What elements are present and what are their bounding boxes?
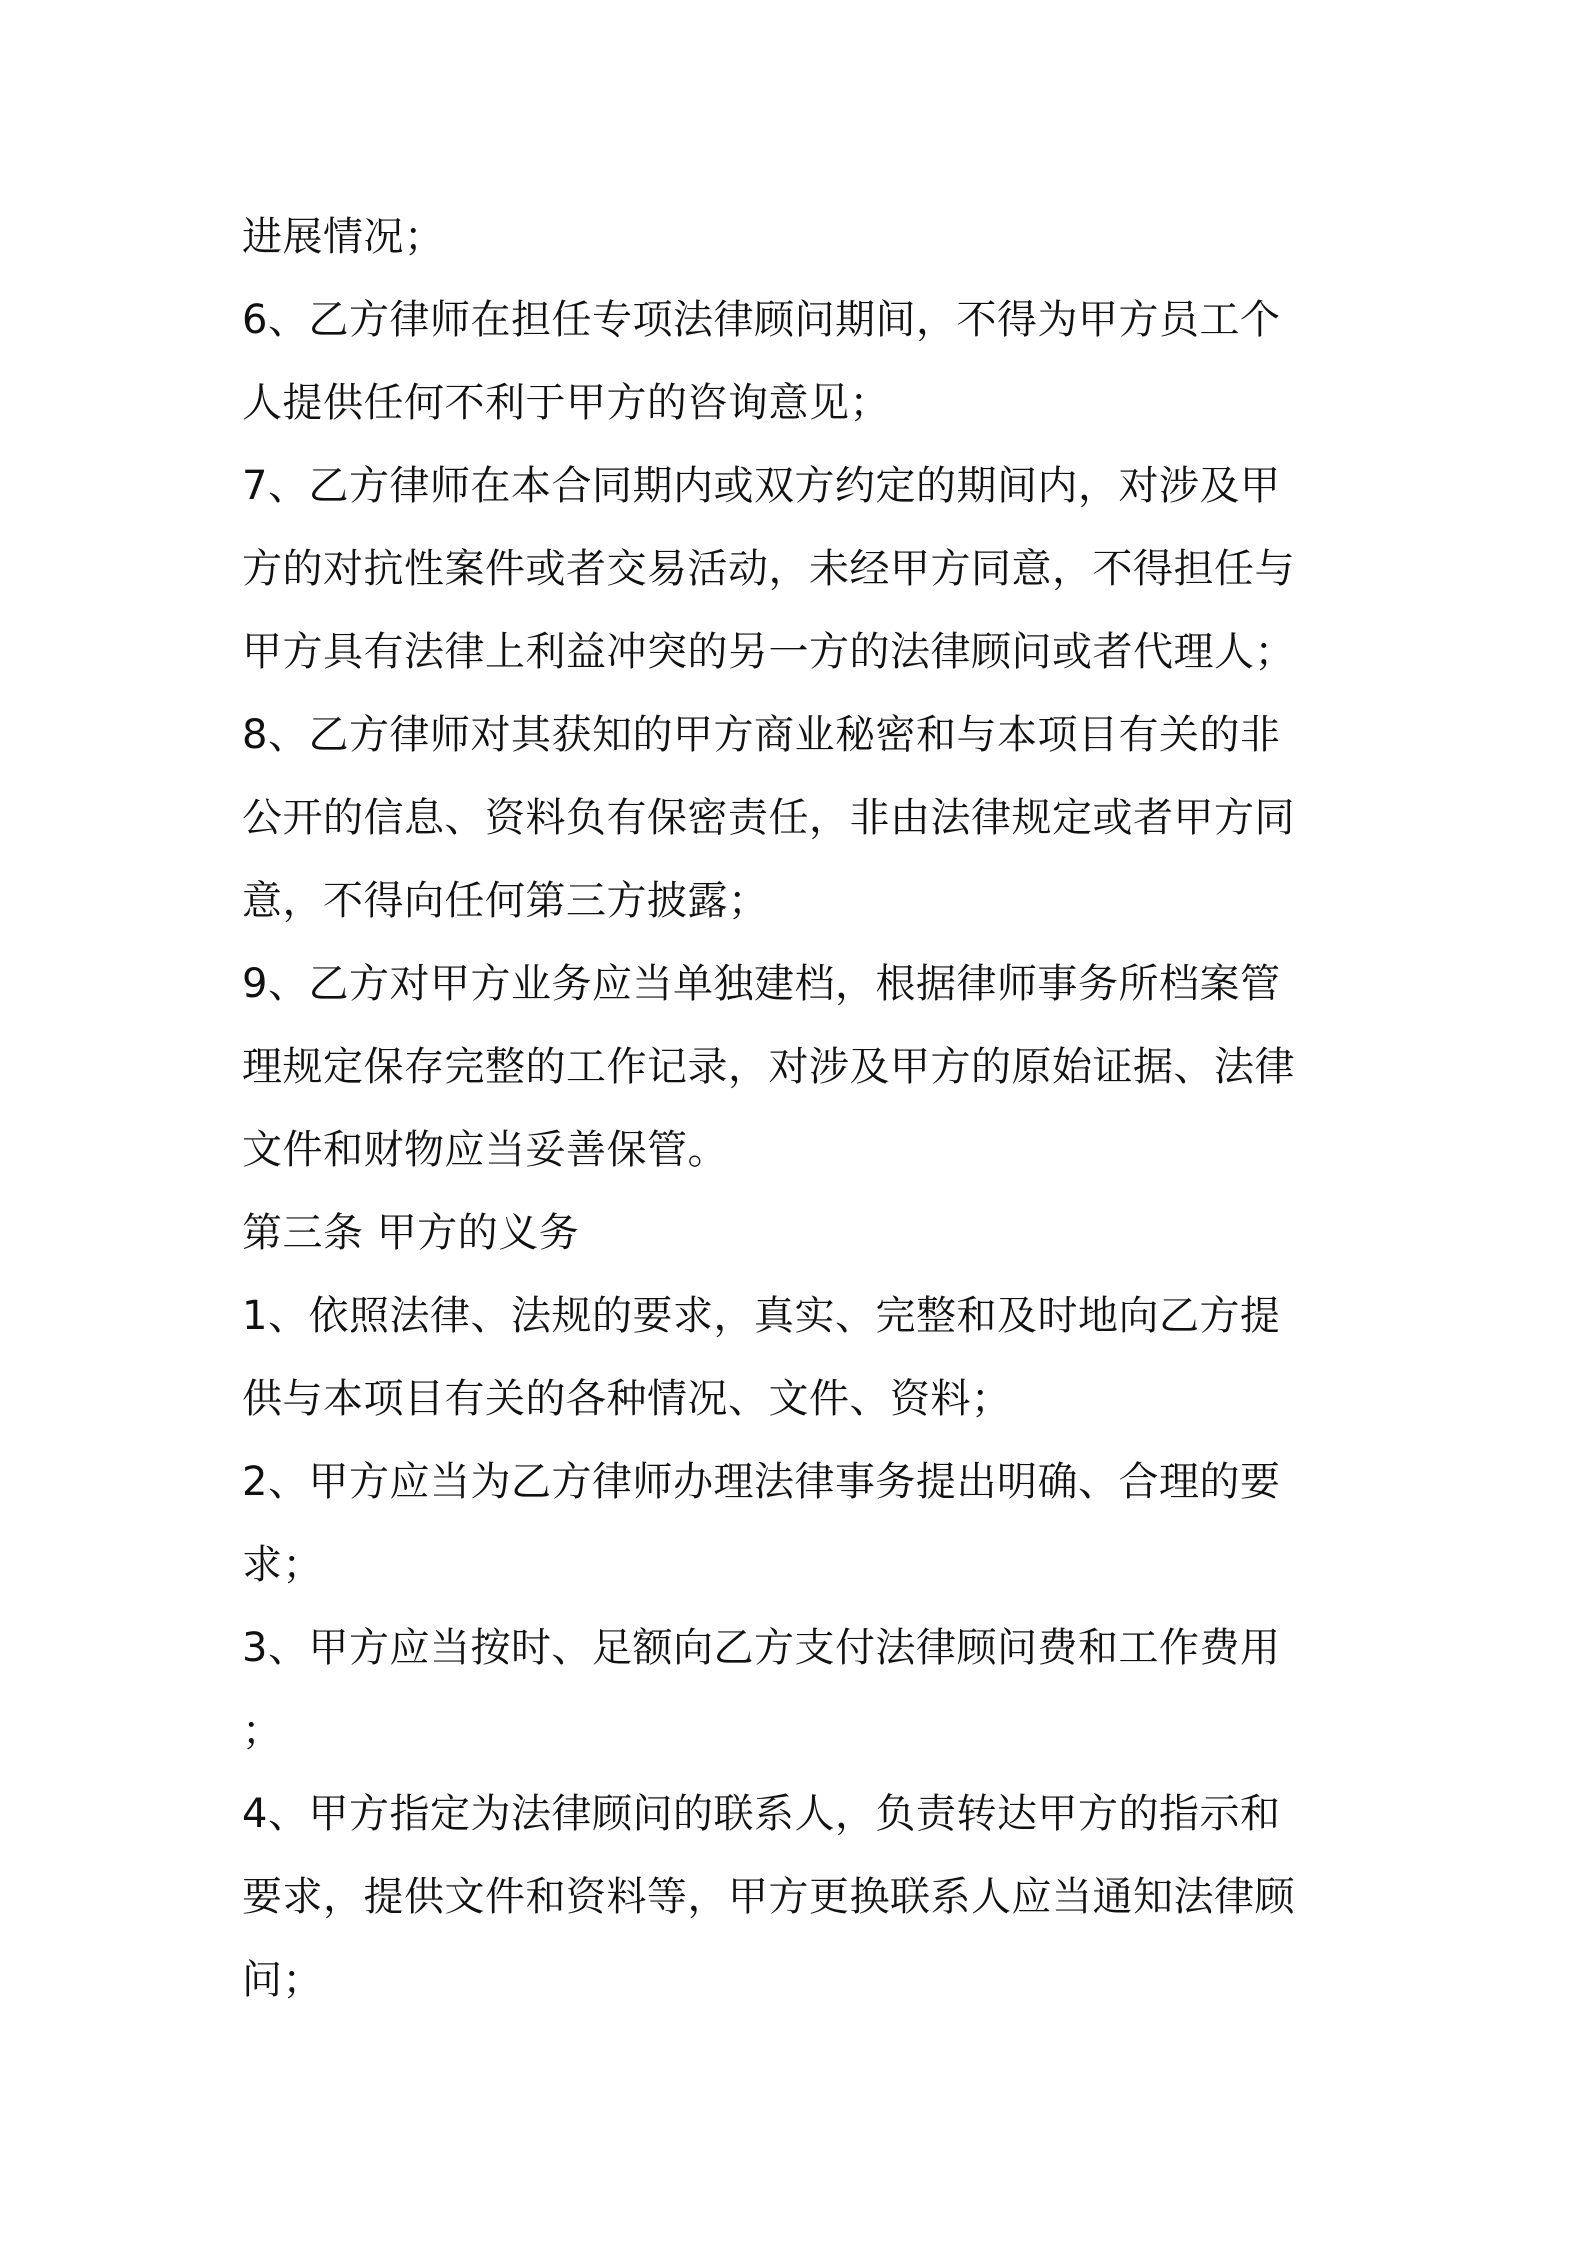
text-line: 求； (242, 1542, 323, 1588)
text-line: 意，不得向任何第三方披露； (242, 878, 769, 924)
text-line: 9、乙方对甲方业务应当单独建档，根据律师事务所档案管 (242, 961, 1281, 1007)
text-line: 进展情况； (242, 214, 445, 260)
text-line: 要求，提供文件和资料等，甲方更换联系人应当通知法律顾 (242, 1874, 1295, 1920)
text-line: ； (242, 1708, 283, 1754)
text-line: 方的对抗性案件或者交易活动，未经甲方同意，不得担任与 (242, 546, 1295, 592)
text-line: 6、乙方律师在担任专项法律顾问期间，不得为甲方员工个 (242, 297, 1281, 343)
text-line: 问； (242, 1957, 323, 2003)
document-body (242, 196, 1362, 2022)
text-line: 甲方具有法律上利益冲突的另一方的法律顾问或者代理人； (242, 629, 1295, 675)
text-line: 7、乙方律师在本合同期内或双方约定的期间内，对涉及甲 (242, 463, 1281, 509)
text-line: 2、甲方应当为乙方律师办理法律事务提出明确、合理的要 (242, 1459, 1281, 1505)
text-line: 文件和财物应当妥善保管。 (242, 1127, 728, 1173)
text-line: 供与本项目有关的各种情况、文件、资料； (242, 1376, 1012, 1422)
text-line: 3、甲方应当按时、足额向乙方支付法律顾问费和工作费用 (242, 1625, 1281, 1671)
text-line: 1、依照法律、法规的要求，真实、完整和及时地向乙方提 (242, 1293, 1281, 1339)
text-line: 8、乙方律师对其获知的甲方商业秘密和与本项目有关的非 (242, 712, 1281, 758)
text-line: 公开的信息、资料负有保密责任，非由法律规定或者甲方同 (242, 795, 1295, 841)
text-line: 理规定保存完整的工作记录，对涉及甲方的原始证据、法律 (242, 1044, 1295, 1090)
section-heading: 第三条 甲方的义务 (242, 1210, 580, 1256)
text-line: 人提供任何不利于甲方的咨询意见； (242, 380, 890, 426)
text-line: 4、甲方指定为法律顾问的联系人，负责转达甲方的指示和 (242, 1791, 1281, 1837)
